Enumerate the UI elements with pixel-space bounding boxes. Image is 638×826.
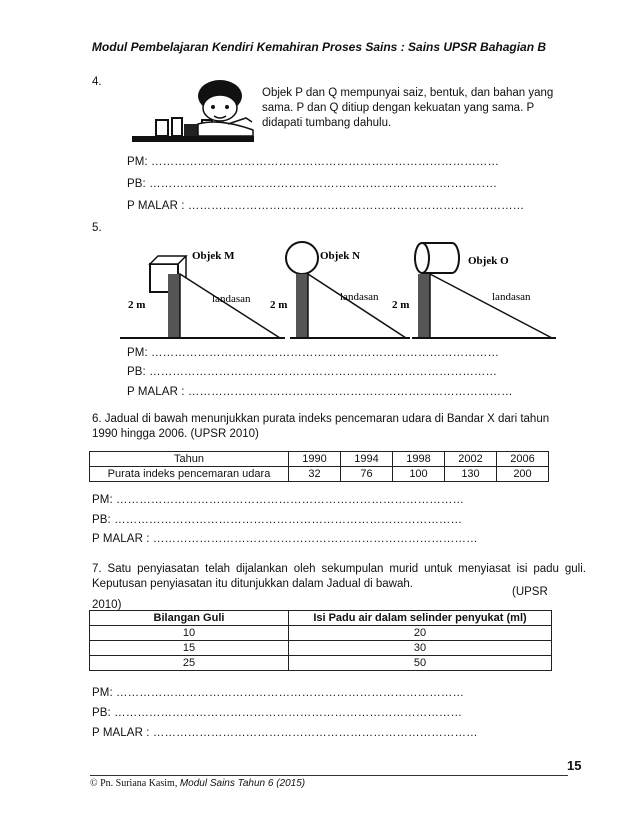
year-cell: 1994 (341, 452, 393, 467)
year-cell: 1998 (393, 452, 445, 467)
q7-pb-line[interactable]: PB: ……………………………………………………………………………… (92, 707, 463, 719)
q7-ref-part1: (UPSR (512, 586, 548, 598)
label-height-o: 2 m (392, 299, 410, 311)
q4-pm-line[interactable]: PM: ……………………………………………………………………………… (127, 156, 500, 168)
object-o-cylinder (415, 243, 429, 273)
footer-title: Modul Sains Tahun 6 (2015) (179, 778, 306, 789)
q6-pm-line[interactable]: PM: ……………………………………………………………………………… (92, 494, 465, 506)
table-header-cell: Tahun (90, 452, 289, 467)
ramp-o-group (392, 243, 556, 338)
q4-description: Objek P dan Q mempunyai saiz, bentuk, dan bahan yang sama. P dan Q ditiup dengan kekuatan yang sama. P didapati tumbang dahulu. (262, 87, 554, 129)
value-cell: 200 (497, 467, 549, 482)
ramp-m-group (120, 250, 288, 338)
volume-cell: 30 (289, 641, 552, 656)
volume-cell: 20 (289, 626, 552, 641)
pillar-o (418, 274, 430, 338)
page-header: Modul Pembelajaran Kendiri Kemahiran Proses Sains : Sains UPSR Bahagian B (91, 40, 547, 54)
table-row (90, 626, 552, 641)
marble-count-cell: 10 (90, 626, 289, 641)
q6-text: 6. Jadual di bawah menunjukkan purata indeks pencemaran udara di Bandar X dari tahun 1990 hingga 2006. (UPSR 2010) (92, 413, 550, 440)
label-object-m: Objek M (192, 250, 235, 262)
page-number: 15 (567, 758, 582, 773)
q5-pmalar-line[interactable]: P MALAR : ………………………………………………………………………… (127, 386, 513, 398)
q6-pmalar-line[interactable]: P MALAR : ………………………………………………………………………… (92, 533, 478, 545)
pollution-table (89, 451, 549, 482)
label-ramp-o: landasan (492, 291, 531, 303)
year-cell: 2002 (445, 452, 497, 467)
q7-text: 7. Satu penyiasatan telah dijalankan oleh sekumpulan murid untuk menyiasat isi padu guli. Keputusan penyiasatan itu ditunjukkan dalam Jadual di bawah. (92, 563, 586, 590)
q4-pb-line[interactable]: PB: ……………………………………………………………………………… (127, 178, 498, 190)
q4-pmalar-line[interactable]: P MALAR : …………………………………………………………………………… (127, 200, 525, 212)
value-cell: 76 (341, 467, 393, 482)
label-ramp-m: landasan (212, 293, 251, 305)
ramp-n-group (270, 242, 410, 338)
q5-number: 5. (92, 222, 102, 234)
year-cell: 1990 (289, 452, 341, 467)
row-label-cell: Purata indeks pencemaran udara (90, 467, 289, 482)
volume-cell: 50 (289, 656, 552, 671)
q5-pm-line[interactable]: PM: ……………………………………………………………………………… (127, 347, 500, 359)
value-cell: 32 (289, 467, 341, 482)
object-n-sphere (286, 242, 318, 274)
footer-divider (90, 775, 568, 776)
label-object-o: Objek O (468, 255, 509, 267)
q6-pb-line[interactable]: PB: ……………………………………………………………………………… (92, 514, 463, 526)
label-height-n: 2 m (270, 299, 288, 311)
q7-ref-part2: 2010) (92, 599, 122, 611)
marble-count-cell: 15 (90, 641, 289, 656)
value-cell: 100 (393, 467, 445, 482)
table-row (90, 611, 552, 626)
pillar-m (168, 274, 180, 338)
value-cell: 130 (445, 467, 497, 482)
footer-author: © Pn. Suriana Kasim, (90, 778, 178, 789)
marble-count-cell: 25 (90, 656, 289, 671)
pillar-n (296, 274, 308, 338)
label-height-m: 2 m (128, 299, 146, 311)
col-header-marbles: Bilangan Guli (90, 611, 289, 626)
table-row (90, 452, 549, 467)
year-cell: 2006 (497, 452, 549, 467)
label-ramp-n: landasan (340, 291, 379, 303)
table-row (90, 641, 552, 656)
col-header-volume: Isi Padu air dalam selinder penyukat (ml) (289, 611, 552, 626)
q7-pmalar-line[interactable]: P MALAR : ………………………………………………………………………… (92, 727, 478, 739)
boy-blowing-illustration (128, 78, 258, 150)
table-row (90, 656, 552, 671)
marble-table (89, 610, 552, 671)
q5-pb-line[interactable]: PB: ……………………………………………………………………………… (127, 366, 498, 378)
q7-pm-line[interactable]: PM: ……………………………………………………………………………… (92, 687, 465, 699)
table-row (90, 467, 549, 482)
footer-credit (90, 778, 305, 789)
ramps-diagram (120, 234, 560, 340)
q4-number: 4. (92, 76, 102, 88)
label-object-n: Objek N (320, 250, 361, 262)
